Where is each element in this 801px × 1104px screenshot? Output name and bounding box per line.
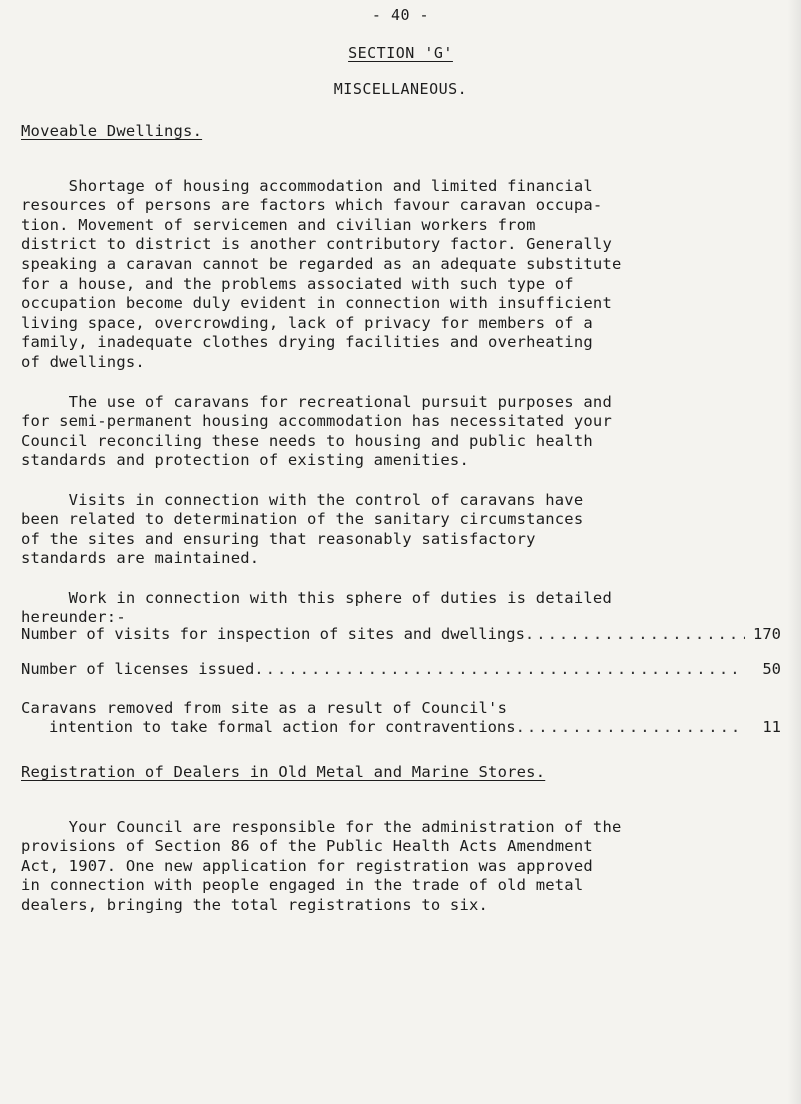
stat-value: 50 [762, 660, 781, 678]
stat-row-visits [21, 625, 781, 645]
stat-label: intention to take formal action for contraventions [21, 718, 516, 736]
section-subtitle: MISCELLANEOUS. [333, 80, 468, 98]
page-number: - 40 - [371, 6, 430, 24]
stat-row-caravans-removed [21, 718, 781, 738]
section-title: SECTION 'G' [348, 44, 453, 62]
leader-dots [516, 718, 745, 736]
stat-label: Number of visits for inspection of sites and dwellings [21, 625, 525, 643]
stat-row-licenses [21, 660, 781, 680]
stat-label: Number of licenses issued [21, 660, 255, 678]
stat-value: 170 [753, 625, 781, 643]
dealers-heading: Registration of Dealers in Old Metal and Marine Stores. [21, 763, 546, 781]
stat-value: 11 [762, 718, 781, 736]
moveable-paragraph-2: The use of caravans for recreational pursuit purposes and for semi-permanent housing accommodation has necessitated your Council reconciling these needs to housing and public health standards and protection of existing amenities. [21, 392, 612, 470]
dealers-paragraph: Your Council are responsible for the administration of the provisions of Section 86 of the Public Health Acts Amendment Act, 1907. One new application for registration was approved in connection with people engaged in the trade of old metal dealers, bringing the total registrations to six. [21, 817, 622, 914]
moveable-paragraph-1: Shortage of housing accommodation and limited financial resources of persons are factors which favour caravan occupa- tion. Movement of servicemen and civilian workers from district to district is another contributory factor. Generally speaking a caravan cannot be regarded as an adequate substitute for a house, and the problems associated with such type of occupation become duly evident in connection with insufficient living space, overcrowding, lack of privacy for members of a family, inadequate clothes drying facilities and overheating of dwellings. [21, 176, 622, 371]
moveable-dwellings-heading: Moveable Dwellings. [21, 122, 203, 140]
leader-dots [254, 660, 745, 678]
page-edge-shadow [787, 0, 801, 1104]
leader-dots [525, 625, 745, 643]
moveable-paragraph-3: Visits in connection with the control of caravans have been related to determination of the sanitary circumstances of the sites and ensuring that reasonably satisfactory standards are maintained. [21, 490, 584, 568]
moveable-paragraph-4: Work in connection with this sphere of duties is detailed hereunder:- [21, 588, 612, 627]
caravans-removed-line-1: Caravans removed from site as a result of Council's [21, 699, 508, 717]
